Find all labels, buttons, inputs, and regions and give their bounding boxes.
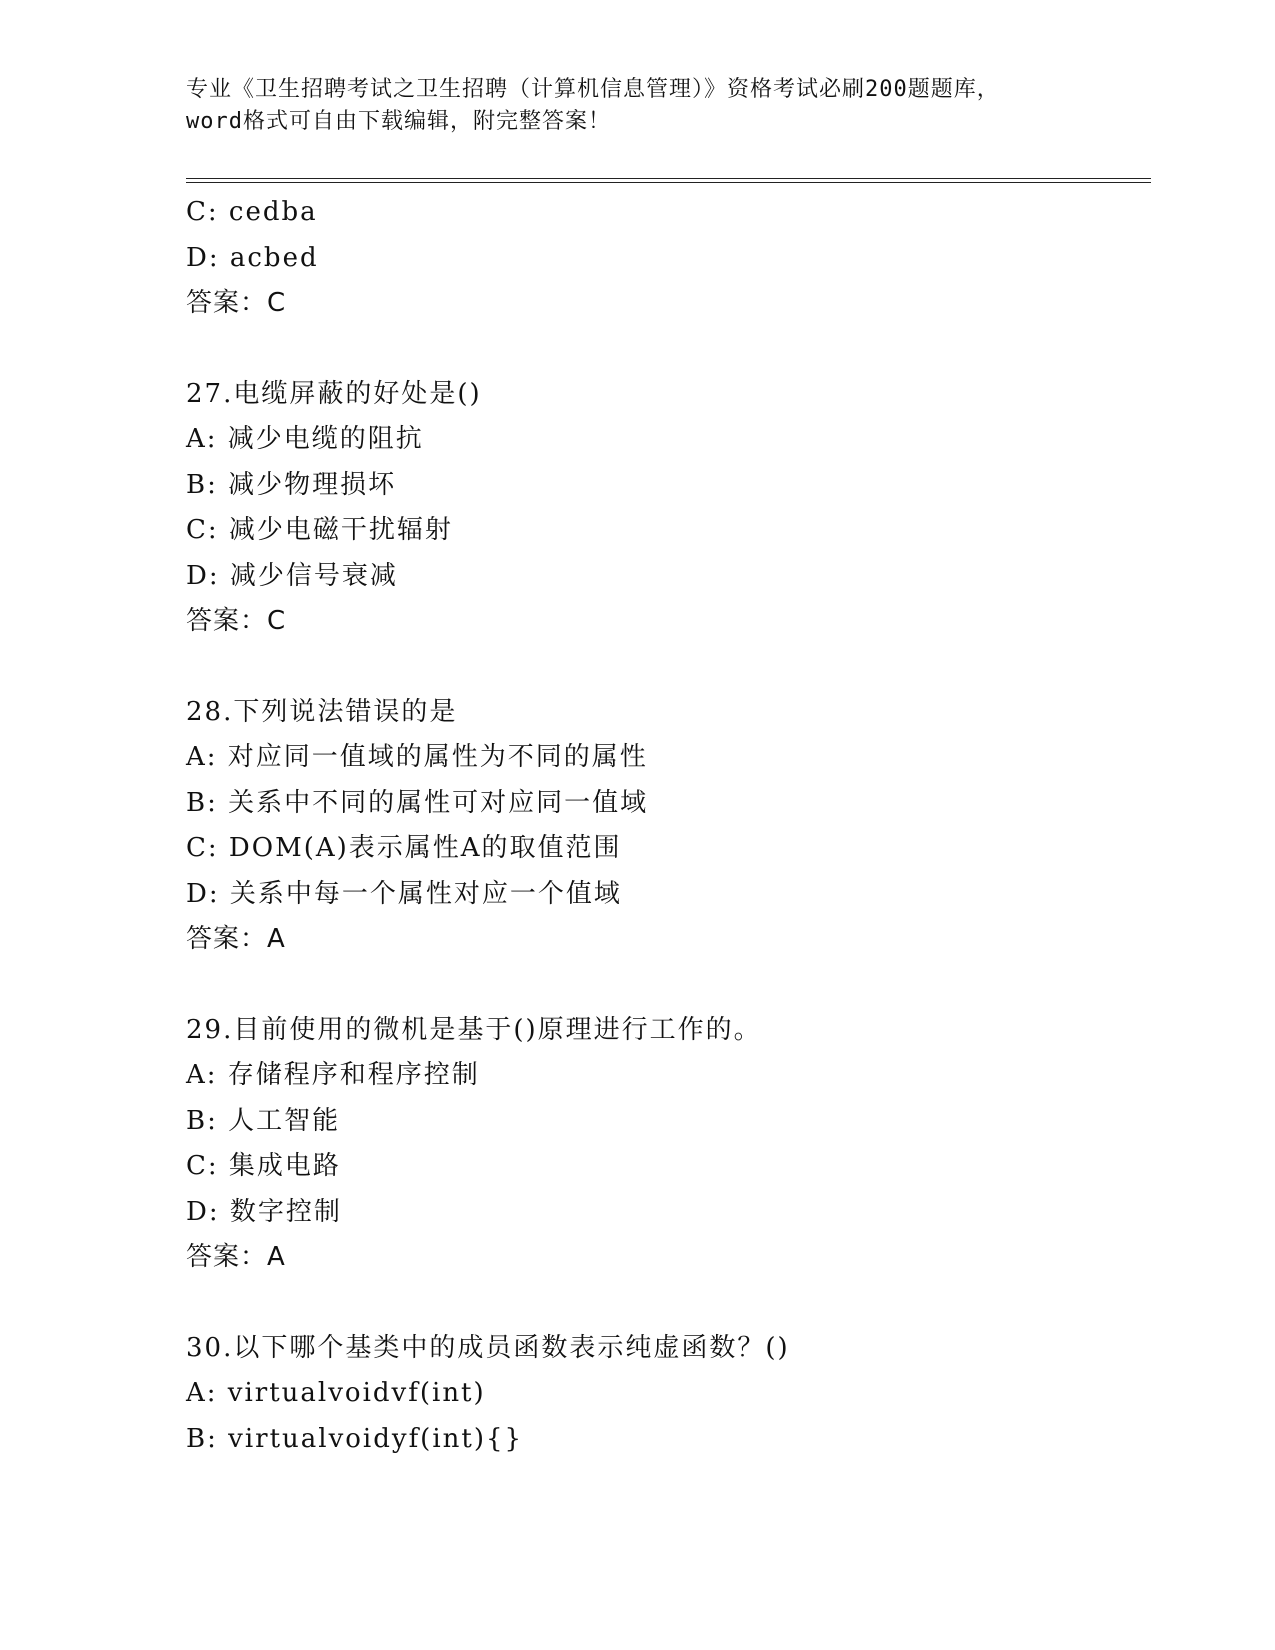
header-subtitle-line: word格式可自由下载编辑，附完整答案！ — [186, 109, 611, 134]
option-a: A: 存储程序和程序控制 — [186, 1060, 480, 1090]
header-title-line: 专业《卫生招聘考试之卫生招聘（计算机信息管理）》资格考试必刷200题题库， — [186, 77, 1000, 102]
header-divider-top — [186, 178, 1151, 179]
answer-line: 答案：A — [186, 1242, 286, 1272]
question-stem: 29.目前使用的微机是基于()原理进行工作的。 — [186, 1014, 762, 1045]
question-29 — [186, 1008, 1146, 1281]
option-a: A: virtualvoidvf(int) — [186, 1378, 486, 1408]
option-d: D: 关系中每一个属性对应一个值域 — [186, 878, 622, 909]
option-b: B: 减少物理损坏 — [186, 469, 397, 500]
option-c: C: 减少电磁干扰辐射 — [186, 515, 453, 545]
question-stem: 27.电缆屏蔽的好处是() — [186, 378, 482, 409]
question-30 — [186, 1326, 1146, 1463]
option-b: B: virtualvoidyf(int){} — [186, 1423, 524, 1454]
option-d: D: 数字控制 — [186, 1196, 342, 1227]
option-a: A: 对应同一值域的属性为不同的属性 — [186, 742, 648, 772]
option-b: B: 人工智能 — [186, 1105, 341, 1136]
question-27 — [186, 372, 1146, 645]
answer-line: 答案：C — [186, 288, 287, 318]
document-header — [186, 74, 1086, 138]
option-d: D: 减少信号衰减 — [186, 560, 398, 591]
header-divider-bottom — [186, 182, 1151, 183]
answer-line: 答案：A — [186, 924, 286, 954]
option-c: C: 集成电路 — [186, 1151, 341, 1181]
answer-line: 答案：C — [186, 606, 287, 636]
question-list — [186, 190, 1146, 1462]
question-28 — [186, 690, 1146, 963]
option-d: D: acbed — [186, 242, 319, 273]
previous-question-tail — [186, 190, 1146, 327]
question-stem: 28.下列说法错误的是 — [186, 696, 458, 727]
option-c: C: cedba — [186, 197, 318, 227]
question-stem: 30.以下哪个基类中的成员函数表示纯虚函数？() — [186, 1332, 790, 1363]
option-b: B: 关系中不同的属性可对应同一值域 — [186, 787, 649, 818]
option-c: C: DOM(A)表示属性A的取值范围 — [186, 833, 622, 863]
option-a: A: 减少电缆的阻抗 — [186, 424, 424, 454]
